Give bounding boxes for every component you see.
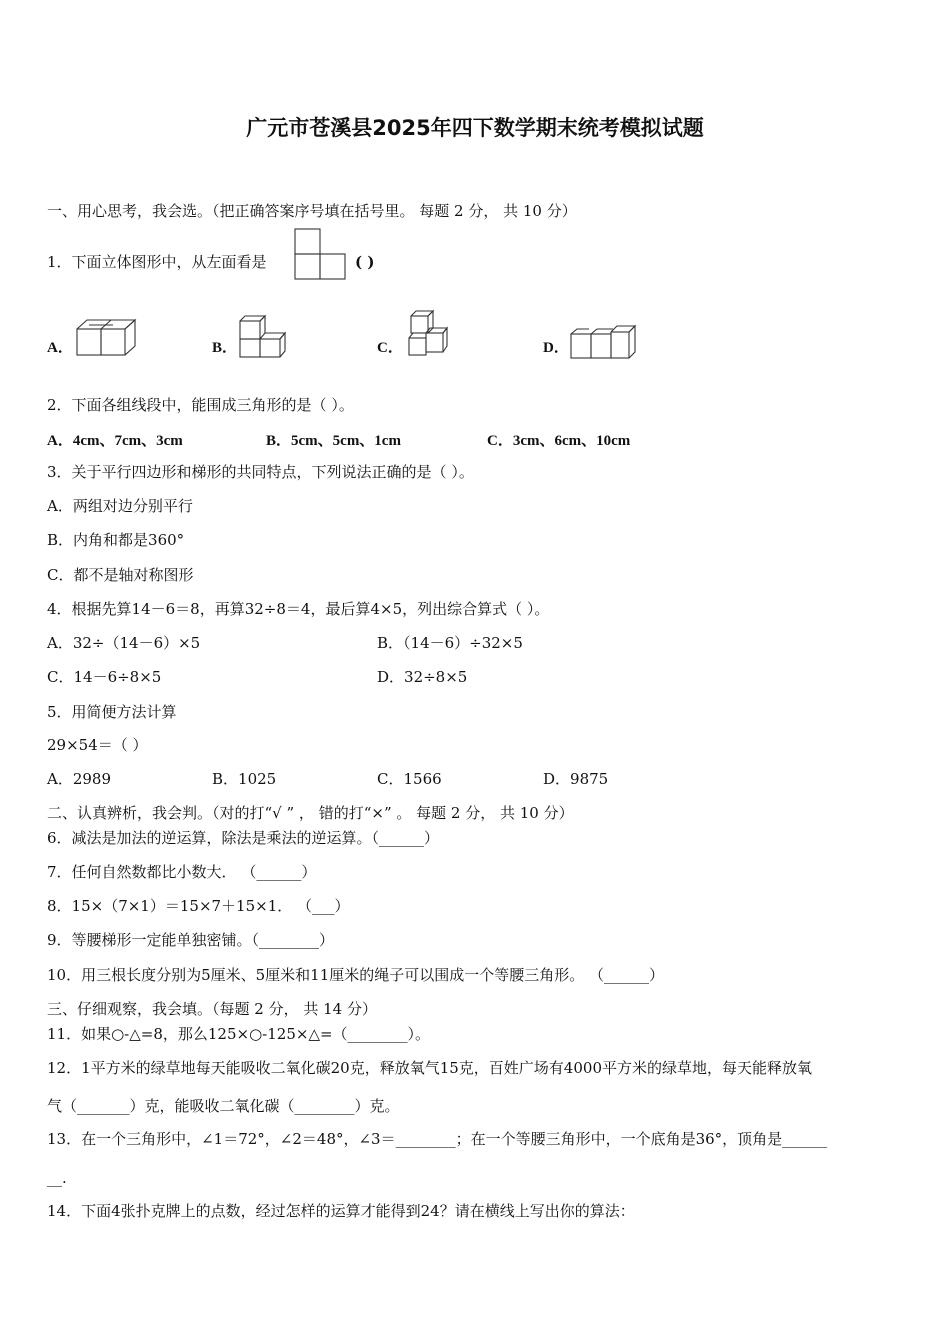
- section1-heading: 一、用心思考，我会选。（把正确答案序号填在括号里。 每题 2 分， 共 10 分）: [47, 202, 577, 220]
- q10-text: 10．用三根长度分别为5厘米、5厘米和11厘米的绳子可以围成一个等腰三角形。 （______）: [47, 966, 665, 984]
- q5-expression: 29×54＝（ ）: [47, 736, 148, 754]
- q1-option-c[interactable]: C．: [377, 340, 403, 356]
- q12-line1: 12．1平方米的绿草地每天能吸收二氧化碳20克，释放氧气15克，百姓广场有4000平方米的绿草地，每天能释放氧: [47, 1059, 812, 1077]
- q1-option-b[interactable]: B．: [212, 340, 238, 356]
- q1-option-a[interactable]: A．: [47, 340, 73, 356]
- q4-option-c[interactable]: C．14－6÷8×5: [47, 668, 162, 686]
- q5-option-c[interactable]: C．1566: [377, 770, 442, 788]
- q13-line1: 13．在一个三角形中，∠1＝72°，∠2＝48°，∠3＝________；在一个等腰三角形中，一个底角是36°，顶角是______: [47, 1130, 828, 1148]
- q9-text: 9．等腰梯形一定能单独密铺。（________）: [47, 931, 335, 949]
- q1-option-b-cubes: [238, 313, 290, 359]
- section2-heading: 二、认真辨析，我会判。（对的打“√ ” ， 错的打“×” 。 每题 2 分， 共 10 分）: [47, 804, 574, 822]
- q8-text: 8．15×（7×1）＝15×7＋15×1． （___）: [47, 897, 350, 915]
- q7-text: 7．任何自然数都比小数大． （______）: [47, 863, 317, 881]
- q2-option-a[interactable]: A．4cm、7cm、3cm: [47, 433, 183, 449]
- q13-line2: __.: [47, 1169, 67, 1187]
- q4-option-d[interactable]: D．32÷8×5: [377, 668, 468, 686]
- q5-text: 5．用简便方法计算: [47, 703, 177, 721]
- q1-view-figure: [294, 228, 348, 282]
- q3-text: 3．关于平行四边形和梯形的共同特点，下列说法正确的是（ ）。: [47, 463, 474, 481]
- q1-option-d-cubes: [569, 322, 641, 362]
- q3-option-a[interactable]: A．两组对边分别平行: [47, 497, 193, 515]
- page-title: 广元市苍溪县2025年四下数学期末统考模拟试题: [246, 116, 704, 140]
- q2-option-b[interactable]: B．5cm、5cm、1cm: [266, 433, 401, 449]
- q5-option-d[interactable]: D．9875: [543, 770, 609, 788]
- q5-option-b[interactable]: B．1025: [212, 770, 277, 788]
- q2-text: 2．下面各组线段中，能围成三角形的是（ ）。: [47, 396, 354, 414]
- q1-option-a-cubes: [75, 315, 141, 359]
- q6-text: 6．减法是加法的逆运算，除法是乘法的逆运算。（______）: [47, 829, 440, 847]
- q4-option-a[interactable]: A．32÷（14－6）×5: [47, 634, 201, 652]
- q11-text: 11．如果○-△=8，那么125×○-125×△=（________）。: [47, 1025, 431, 1043]
- q2-option-c[interactable]: C．3cm、6cm、10cm: [487, 433, 631, 449]
- section3-heading: 三、仔细观察，我会填。（每题 2 分， 共 14 分）: [47, 1000, 377, 1018]
- q4-option-b[interactable]: B．（14－6）÷32×5: [377, 634, 523, 652]
- q5-option-a[interactable]: A．2989: [47, 770, 112, 788]
- q1-option-c-cubes: [404, 308, 452, 358]
- q3-option-b[interactable]: B．内角和都是360°: [47, 531, 185, 549]
- q14-text: 14．下面4张扑克牌上的点数，经过怎样的运算才能得到24？请在横线上写出你的算法：: [47, 1202, 635, 1220]
- q1-option-d[interactable]: D．: [543, 340, 569, 356]
- q12-line2: 气（_______）克，能吸收二氧化碳（________）克。: [47, 1097, 400, 1115]
- q4-text: 4．根据先算14－6＝8，再算32÷8＝4，最后算4×5，列出综合算式（ ）。: [47, 600, 550, 618]
- q1-blank[interactable]: ( ): [355, 253, 375, 271]
- q1-text: 1．下面立体图形中，从左面看是: [47, 253, 267, 271]
- q3-option-c[interactable]: C．都不是轴对称图形: [47, 566, 194, 584]
